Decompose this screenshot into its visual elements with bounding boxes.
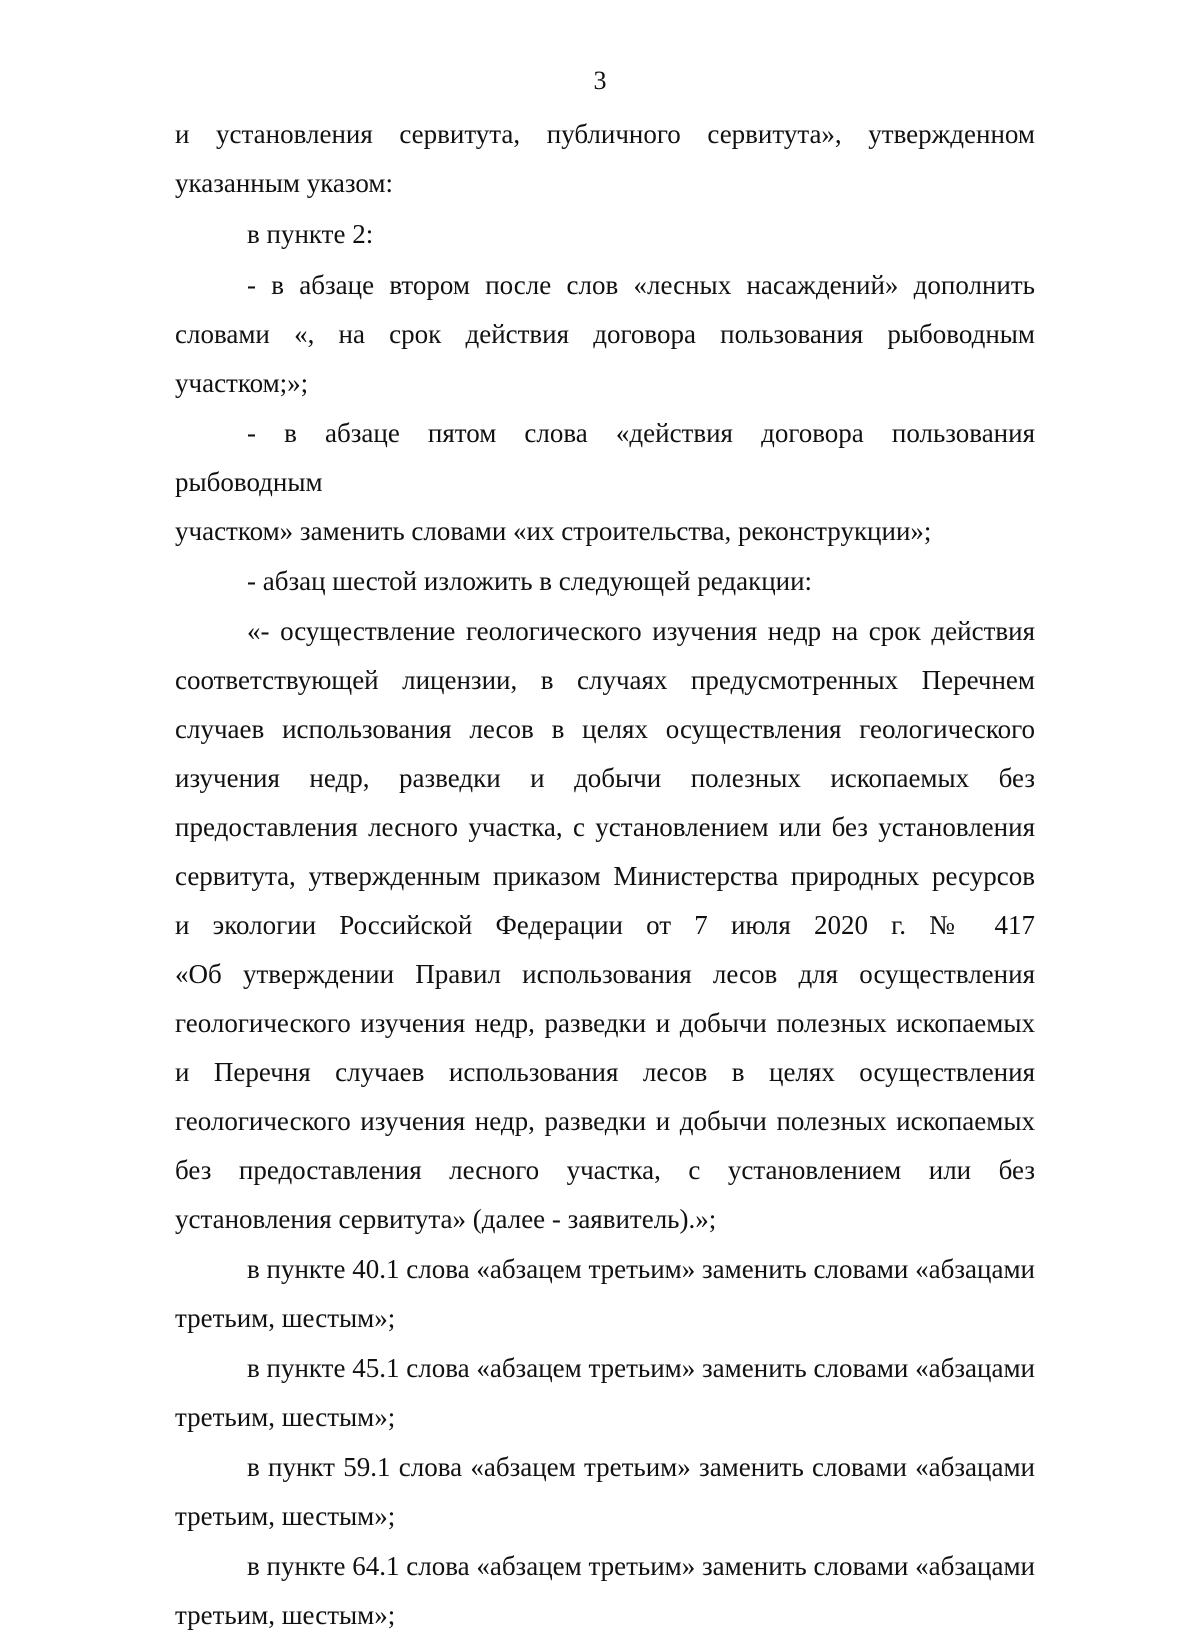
text-line: в пункте 64.1 слова «абзацем третьим» заменить словами «абзацами [247, 1551, 1035, 1581]
text-line: в пункте 2: [247, 219, 374, 249]
text-line: - в абзаце втором после слов «лесных насаждений» дополнить [247, 270, 1035, 300]
text-line: участком;»; [175, 368, 309, 398]
text-line: «- осуществление геологического изучения недр на срок действия [247, 616, 1035, 646]
text-line: геологического изучения недр, разведки и добычи полезных ископаемых [175, 1008, 1035, 1038]
text-line: и установления сервитута, публичного сервитута», утвержденном [175, 119, 1035, 149]
text-line: и экологии Российской Федерации от 7 июля 2020 г. № 417 [175, 910, 1035, 940]
text-line: и Перечня случаев использования лесов в целях осуществления [175, 1057, 1035, 1087]
text-line: в пункт 59.1 слова «абзацем третьим» заменить словами «абзацами [247, 1452, 1035, 1482]
text-line: установления сервитута» (далее - заявитель).»; [175, 1204, 717, 1234]
text-line: предоставления лесного участка, с установлением или без установления [175, 812, 1035, 842]
text-line: в пункте 45.1 слова «абзацем третьим» заменить словами «абзацами [247, 1353, 1035, 1383]
text-line: третьим, шестым»; [175, 1402, 396, 1432]
text-line: указанным указом: [175, 168, 393, 198]
document-body [175, 110, 1035, 1640]
text-line: изучения недр, разведки и добычи полезных ископаемых без [175, 763, 1035, 793]
text-line: третьим, шестым»; [175, 1303, 396, 1333]
text-line: словами «, на срок действия договора пользования рыбоводным [175, 319, 1035, 349]
text-line: - в абзаце пятом слова «действия договора пользования рыбоводным [175, 418, 1035, 497]
text-line: третьим, шестым»; [175, 1600, 396, 1630]
text-line: «Об утверждении Правил использования лесов для осуществления [175, 959, 1035, 989]
text-line: - абзац шестой изложить в следующей редакции: [247, 566, 813, 596]
text-line: без предоставления лесного участка, с установлением или без [175, 1155, 1035, 1185]
text-line: соответствующей лицензии, в случаях предусмотренных Перечнем [175, 665, 1035, 695]
page-number: 3 [593, 66, 607, 95]
text-line: третьим, шестым»; [175, 1501, 396, 1531]
text-line: геологического изучения недр, разведки и добычи полезных ископаемых [175, 1106, 1035, 1136]
text-line: участком» заменить словами «их строительства, реконструкции»; [175, 516, 932, 546]
text-line: сервитута, утвержденным приказом Министерства природных ресурсов [175, 861, 1035, 891]
text-line: в пункте 40.1 слова «абзацем третьим» заменить словами «абзацами [247, 1254, 1035, 1284]
text-line: случаев использования лесов в целях осуществления геологического [175, 714, 1035, 744]
